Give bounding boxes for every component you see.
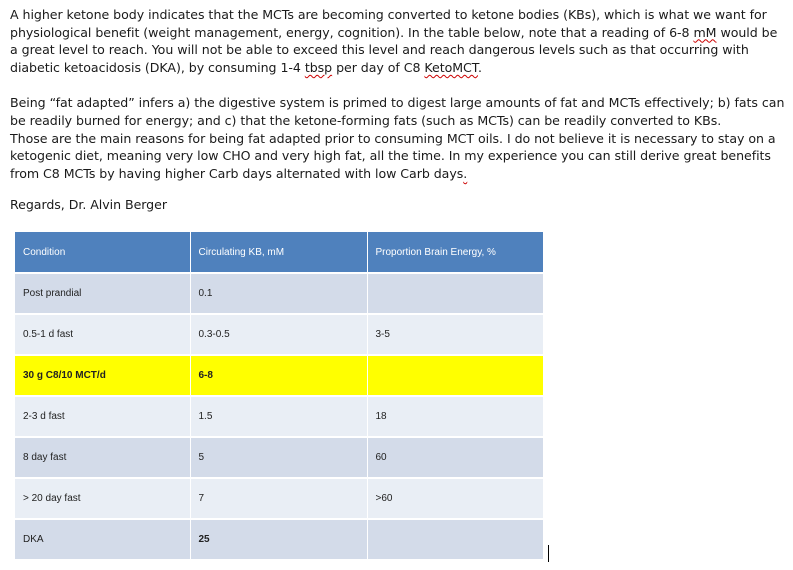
table-row [15,437,543,478]
cell-brain[interactable] [367,519,543,560]
fat-adapted-paragraph[interactable]: Being “fat adapted” infers a) the digestive system is primed to digest large amounts of fat and MCTs effectively; b) fats can be readily burned for energy; and c) that the ketone-forming fats (such as MCTs) can be readily converted to KBs. Those are the main reasons for being fat adapted prior to consuming MCT oils. I do not believe it is necessary to stay on a ketogenic diet, meaning very low CHO and very high fat, all the time. In my experience you can still derive great benefits from C8 MCTs by having higher Carb days alternated with low Carb days. [10,95,785,181]
ketone-table [15,232,544,561]
table-row [15,396,543,437]
header-circulating-kb: Circulating KB, mM [190,232,367,273]
cell-condition[interactable]: 2-3 d fast [15,396,190,437]
cell-kb[interactable]: 1.5 [190,396,367,437]
cell-condition[interactable]: 30 g C8/10 MCT/d [15,355,190,396]
cell-kb[interactable]: 7 [190,478,367,519]
table-row [15,314,543,355]
cell-kb[interactable]: 0.1 [190,273,367,314]
cell-kb[interactable]: 5 [190,437,367,478]
cell-condition[interactable]: Post prandial [15,273,190,314]
table-header-row [15,232,543,273]
cell-condition[interactable]: 8 day fast [15,437,190,478]
spellcheck-ketomct[interactable]: KetoMCT [424,59,478,75]
cell-brain[interactable]: 18 [367,396,543,437]
cell-brain[interactable]: 3-5 [367,314,543,355]
spellcheck-tbsp[interactable]: tbsp [304,59,333,75]
spellcheck-mm[interactable]: mM [693,24,717,40]
cell-condition[interactable]: 0.5-1 d fast [15,314,190,355]
cell-brain[interactable]: >60 [367,478,543,519]
text-cursor [548,545,549,562]
header-brain-energy: Proportion Brain Energy, % [367,232,543,273]
document-body [10,6,785,214]
cell-kb[interactable]: 6-8 [190,355,367,396]
table-row-highlighted [15,355,543,396]
cell-kb[interactable]: 0.3-0.5 [190,314,367,355]
spellcheck-period[interactable]: . [463,165,468,181]
cell-condition[interactable]: > 20 day fast [15,478,190,519]
signature-line[interactable]: Regards, Dr. Alvin Berger [10,197,167,213]
cell-kb[interactable]: 25 [190,519,367,560]
table-row [15,273,543,314]
cell-condition[interactable]: DKA [15,519,190,560]
header-condition: Condition [15,232,190,273]
cell-brain[interactable] [367,355,543,396]
cell-brain[interactable]: 60 [367,437,543,478]
table-row [15,519,543,560]
table-row [15,478,543,519]
cell-brain[interactable] [367,273,543,314]
intro-paragraph[interactable]: A higher ketone body indicates that the MCTs are becoming converted to ketone bodies (KBs), which is what we want for physiological benefit (weight management, energy, cognition). In the table below, note that a reading of 6-8 mM would be a great level to reach. You will not be able to exceed this level and reach dangerous levels such as that occurring with diabetic ketoacidosis (DKA), by consuming 1-4 tbsp per day of C8 KetoMCT. [10,7,778,75]
